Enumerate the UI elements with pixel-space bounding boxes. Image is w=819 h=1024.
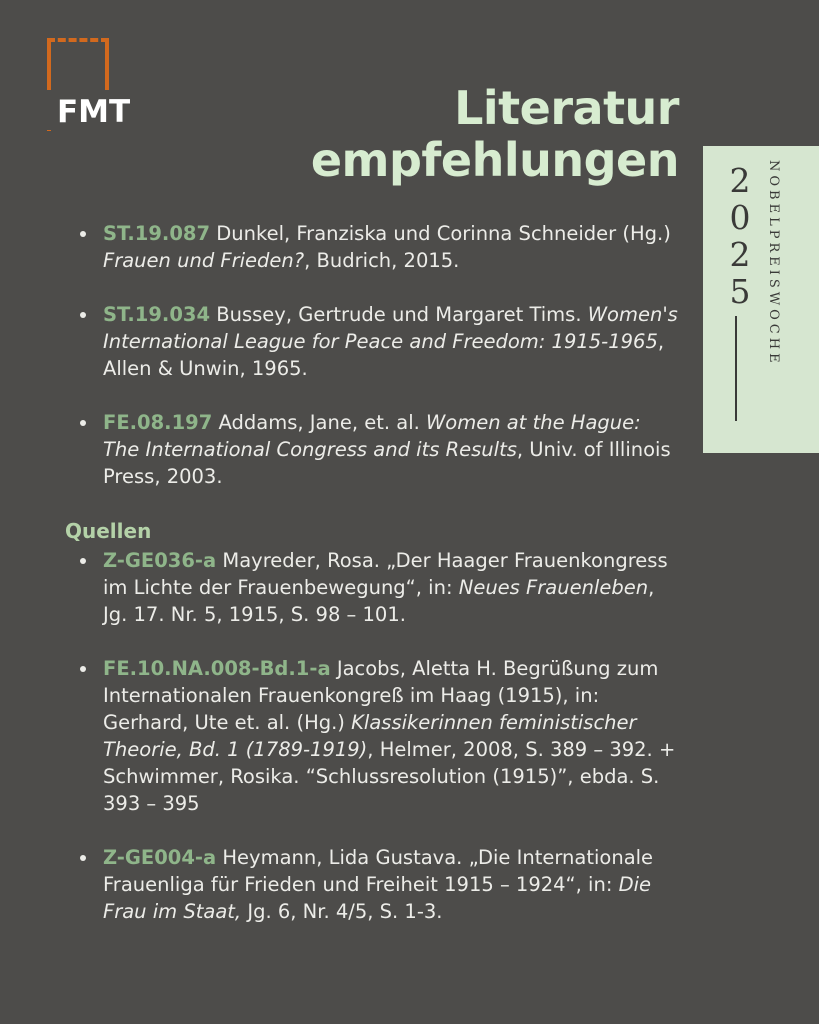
year-digit: 2 — [729, 235, 751, 274]
call-number: Z-GE004-a — [103, 846, 217, 869]
citation-text: Dunkel, Franziska und Corinna Schneider (Hg.) — [210, 222, 671, 245]
citation-title: Neues Frauenleben — [458, 576, 649, 599]
call-number: FE.10.NA.008-Bd.1-a — [103, 657, 331, 680]
title-line-2: empfehlungen — [310, 133, 679, 187]
citation-title: Women's International League for Peace and Freedom: 1915-1965 — [103, 303, 678, 353]
page-title — [311, 82, 679, 186]
citation-text: , Jg. 17. Nr. 5, 1915, S. 98 – 101. — [103, 576, 655, 626]
side-label: NOBELPREISWOCHE — [766, 160, 781, 367]
citation-text: Jg. 6, Nr. 4/5, S. 1-3. — [241, 900, 443, 923]
side-divider-line — [735, 316, 737, 421]
list-item — [80, 301, 680, 382]
citation-text: Bussey, Gertrude und Margaret Tims. — [210, 303, 588, 326]
citation-text: Jacobs, Aletta H. Begrüßung zum Internationalen Frauenkongreß im Haag (1915), in: Gerhard, Ute et. al. (Hg.) — [103, 657, 659, 734]
year-digit: 5 — [729, 272, 751, 311]
list-item — [80, 655, 680, 817]
title-line-1: Literatur — [454, 81, 679, 135]
year-digit: 2 — [729, 161, 751, 200]
recommendation-list — [80, 220, 680, 517]
year-digit: 0 — [729, 198, 751, 237]
citation-text: , Budrich, 2015. — [304, 249, 460, 272]
citation-text: , Univ. of Illinois Press, 2003. — [103, 438, 671, 488]
citation-text: Mayreder, Rosa. „Der Haager Frauenkongress im Lichte der Frauenbewegung“, in: — [103, 549, 668, 599]
call-number: FE.08.197 — [103, 411, 213, 434]
fmt-logo — [47, 38, 147, 133]
logo-text: FMT — [57, 94, 131, 130]
citation-text: , Allen & Unwin, 1965. — [103, 330, 665, 380]
citation-title: Frauen und Frieden? — [103, 249, 305, 272]
side-year — [723, 162, 757, 310]
call-number: ST.19.087 — [103, 222, 211, 245]
call-number: Z-GE036-a — [103, 549, 217, 572]
sources-list — [80, 547, 680, 952]
list-item — [80, 220, 680, 274]
citation-title: Die Frau im Staat, — [103, 873, 652, 923]
list-item — [80, 547, 680, 628]
list-item — [80, 844, 680, 925]
citation-text: Addams, Jane, et. al. — [212, 411, 427, 434]
citation-text: Heymann, Lida Gustava. „Die Internationale Frauenliga für Frieden und Freiheit 1915 – 1924“, in: — [103, 846, 654, 896]
citation-text: , Helmer, 2008, S. 389 – 392. + Schwimmer, Rosika. “Schlussresolution (1915)”, ebda. S. 393 – 395 — [103, 738, 676, 815]
citation-title: Women at the Hague: The International Congress and its Results — [103, 411, 641, 461]
call-number: ST.19.034 — [103, 303, 211, 326]
list-item — [80, 409, 680, 490]
citation-title: Klassikerinnen feministischer Theorie, Bd. 1 (1789-1919) — [103, 711, 637, 761]
sources-heading: Quellen — [65, 519, 152, 543]
side-tab — [703, 146, 819, 453]
